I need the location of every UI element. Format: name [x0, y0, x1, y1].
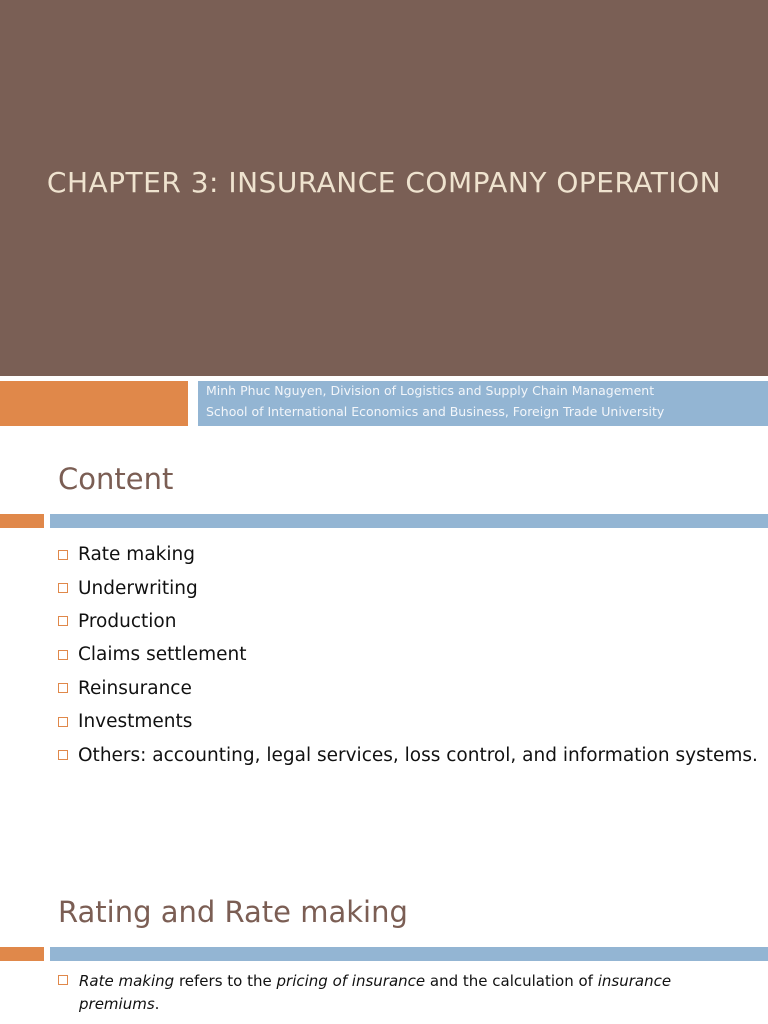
list-item: Claims settlement: [58, 638, 758, 671]
square-bullet-icon: [58, 616, 68, 626]
content-rule-orange: [0, 514, 44, 528]
author-name-line: Minh Phuc Nguyen, Division of Logistics and Supply Chain Management: [206, 383, 655, 398]
author-affiliation-line: School of International Economics and Business, Foreign Trade University: [206, 404, 665, 419]
content-list: [58, 538, 758, 772]
slide-title: CHAPTER 3: INSURANCE COMPANY OPERATION: [46, 166, 722, 199]
list-item: Rate making: [58, 538, 758, 571]
square-bullet-icon: [58, 750, 68, 760]
square-bullet-icon: [58, 550, 68, 560]
list-item: Production: [58, 605, 758, 638]
content-rule-blue: [50, 514, 768, 528]
square-bullet-icon: [58, 583, 68, 593]
square-bullet-icon: [58, 717, 68, 727]
rate-making-definition: Rate making refers to the pricing of insurance and the calculation of insurance premiums.: [58, 970, 698, 1016]
list-item: Others: accounting, legal services, loss control, and information systems.: [58, 738, 758, 771]
author-accent-bar: [0, 381, 188, 426]
list-item: Reinsurance: [58, 672, 758, 705]
square-bullet-icon: [58, 975, 68, 985]
square-bullet-icon: [58, 650, 68, 660]
square-bullet-icon: [58, 683, 68, 693]
content-heading: Content: [58, 462, 174, 496]
list-item: Investments: [58, 705, 758, 738]
rating-rule-orange: [0, 947, 44, 961]
rating-heading: Rating and Rate making: [58, 895, 408, 929]
rating-rule-blue: [50, 947, 768, 961]
list-item: Underwriting: [58, 571, 758, 604]
